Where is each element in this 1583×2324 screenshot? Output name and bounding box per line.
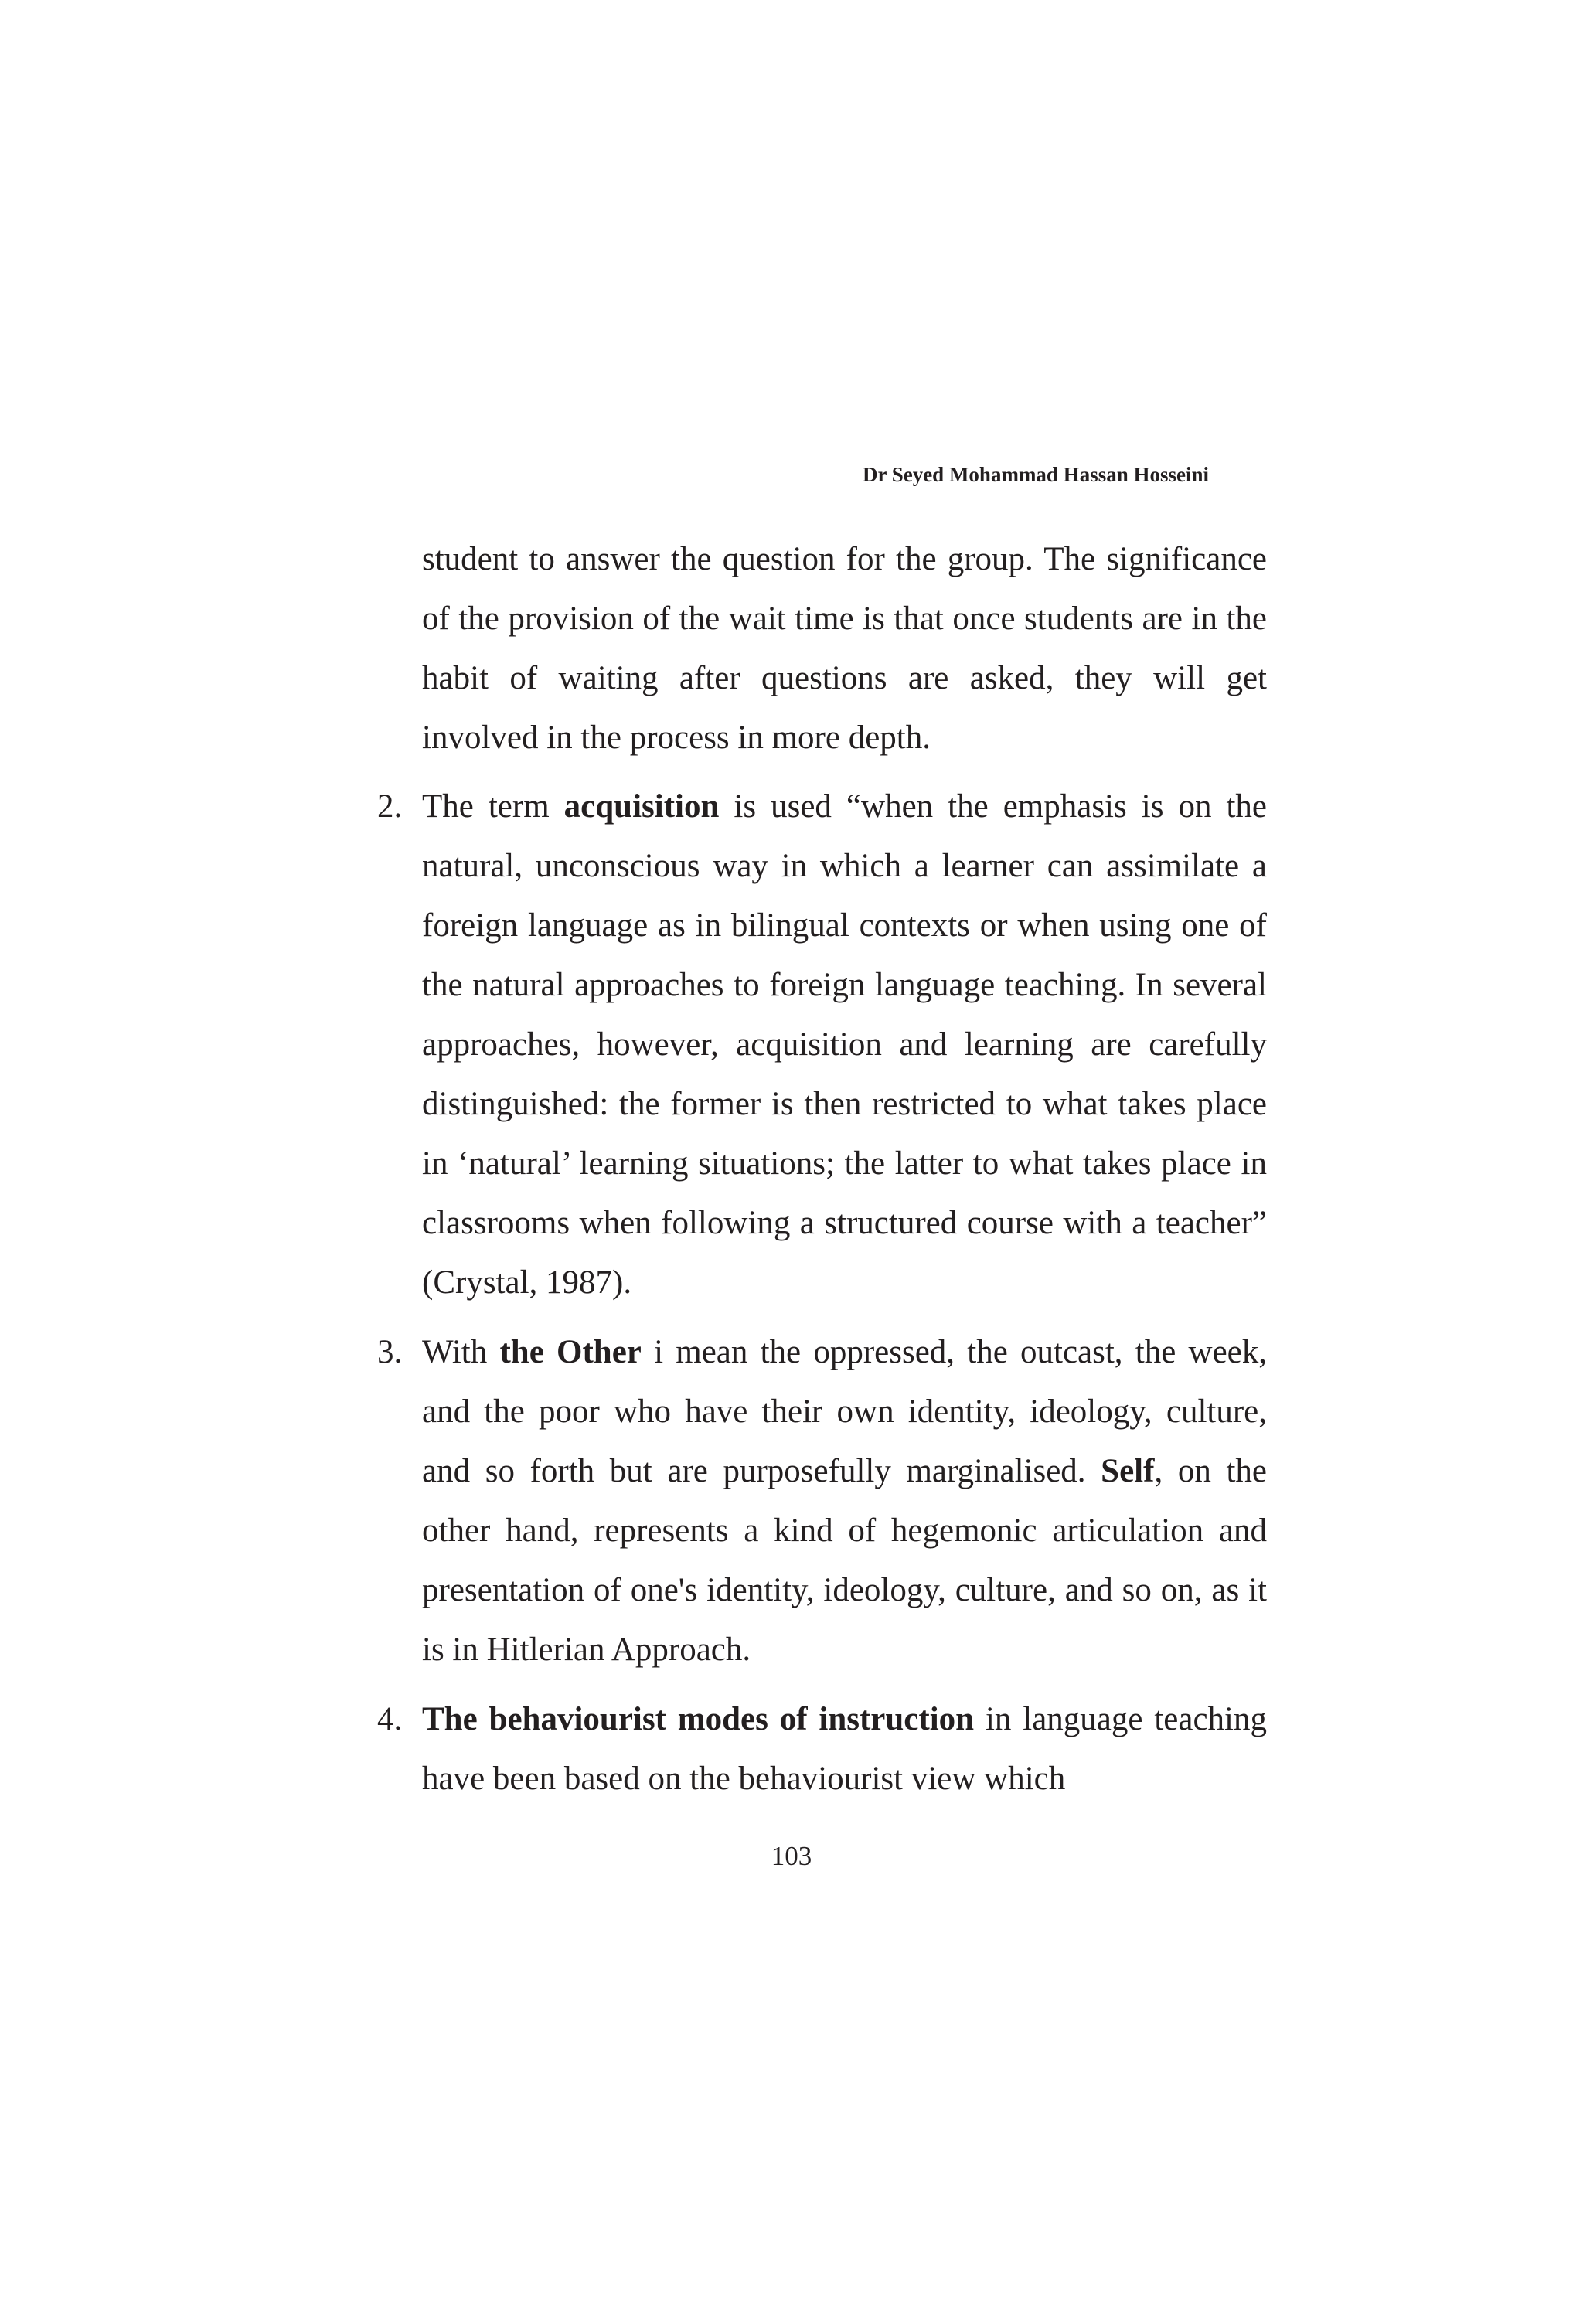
endnote-text: , on the other hand, represents a kind of hegemonic articulation and presentation of one's identity, ideology, culture, and so on, as it is in Hitlerian Approach.: [422, 1453, 1267, 1668]
page-number: 103: [771, 1841, 812, 1871]
endnote-term: The behaviourist modes of instruction: [422, 1701, 975, 1737]
endnote-list: [377, 777, 1267, 1819]
intro-paragraph: student to answer the question for the group. The significance of the provision of the wait time is that once students are in the habit of waiting after questions are asked, they will get involved in the process in more depth.: [422, 541, 1267, 756]
endnote-text: is used “when the emphasis is on the natural, unconscious way in which a learner can assimilate a foreign language as in bilingual contexts or when using one of the natural approaches to foreign language teaching. In several approaches, however, acquisition and learning are carefully distinguished: the former is then restricted to what takes place in ‘natural’ learning situations; the latter to what takes place in classrooms when following a structured course with a teacher” (Crystal, 1987).: [422, 788, 1267, 1301]
endnote-text: The term: [422, 788, 564, 825]
endnote-term: the Other: [499, 1334, 642, 1370]
endnote-item-4: [377, 1689, 1267, 1809]
running-head: Dr Seyed Mohammad Hassan Hosseini: [862, 463, 1209, 486]
endnote-text: With: [422, 1334, 500, 1370]
endnote-number: 3.: [377, 1334, 403, 1370]
endnote-item-2: [377, 777, 1267, 1312]
endnote-term: Self: [1101, 1453, 1155, 1489]
endnote-number: 4.: [377, 1701, 403, 1737]
endnote-text: in language teaching have been based on the behaviourist view which: [422, 1701, 1267, 1797]
endnote-text: i mean the oppressed, the outcast, the week, and the poor who have their own identity, ideology, culture, and so forth but are purposefully marginalised.: [422, 1334, 1267, 1489]
endnote-term: acquisition: [563, 788, 720, 825]
endnote-number: 2.: [377, 788, 403, 825]
endnote-item-3: [377, 1322, 1267, 1679]
